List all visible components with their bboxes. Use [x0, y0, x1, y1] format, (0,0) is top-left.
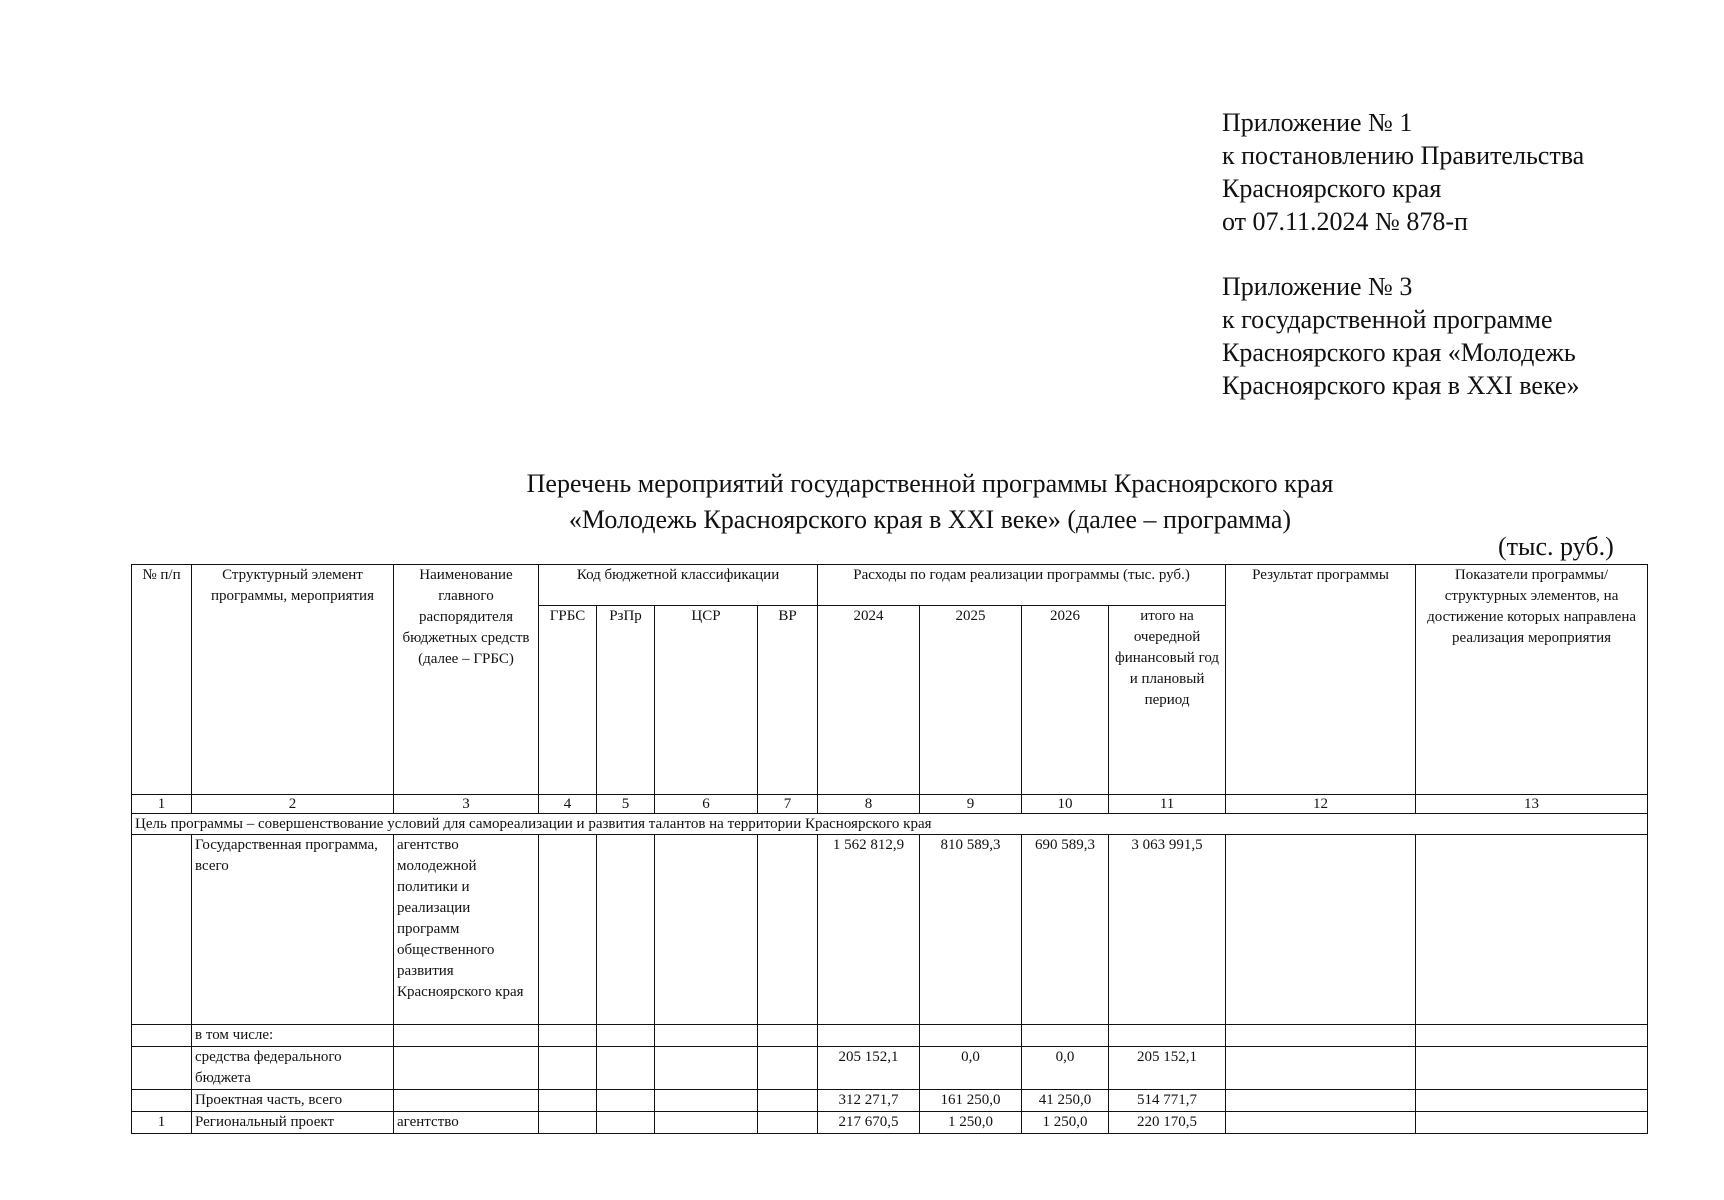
header-grbs: ГРБС — [539, 606, 597, 795]
header-year-2026: 2026 — [1022, 606, 1109, 795]
row-total: 514 771,7 — [1109, 1090, 1226, 1112]
header-expenses: Расходы по годам реализации программы (тыс. руб.) — [818, 565, 1226, 606]
row-vr — [758, 1112, 818, 1134]
table-row — [132, 1025, 1648, 1047]
row-2026 — [1022, 1025, 1109, 1047]
column-number: 10 — [1022, 795, 1109, 814]
table-row — [132, 835, 1648, 1025]
row-2026: 1 250,0 — [1022, 1112, 1109, 1134]
row-indicators — [1416, 1025, 1648, 1047]
row-result — [1226, 1025, 1416, 1047]
row-csr — [655, 835, 758, 1025]
row-num — [132, 1047, 192, 1090]
row-result — [1226, 835, 1416, 1025]
row-rzpr — [597, 1025, 655, 1047]
row-grbs — [539, 1112, 597, 1134]
row-grbs-name — [394, 1047, 539, 1090]
row-csr — [655, 1047, 758, 1090]
header-grbs-name: Наименование главного распорядителя бюджетных средств (далее – ГРБС) — [394, 565, 539, 795]
row-grbs-name — [394, 1090, 539, 1112]
column-number: 9 — [920, 795, 1022, 814]
row-num — [132, 1025, 192, 1047]
header-indicators: Показатели программы/ структурных элементов, на достижение которых направлена реализация мероприятия — [1416, 565, 1648, 795]
row-vr — [758, 1090, 818, 1112]
row-2024: 1 562 812,9 — [818, 835, 920, 1025]
appendix-1-block — [1222, 106, 1584, 238]
row-result — [1226, 1112, 1416, 1134]
row-rzpr — [597, 1090, 655, 1112]
appendix-3-block — [1222, 270, 1579, 402]
row-num — [132, 835, 192, 1025]
row-element: в том числе: — [192, 1025, 394, 1047]
header-year-2025: 2025 — [920, 606, 1022, 795]
header-row-1 — [132, 565, 1648, 606]
row-2025: 161 250,0 — [920, 1090, 1022, 1112]
header-element: Структурный элемент программы, мероприятия — [192, 565, 394, 795]
column-number: 8 — [818, 795, 920, 814]
row-result — [1226, 1047, 1416, 1090]
header-total: итого на очередной финансовый год и плановый период — [1109, 606, 1226, 795]
appendix-3-line: к государственной программе — [1222, 305, 1553, 334]
row-grbs — [539, 835, 597, 1025]
row-total: 205 152,1 — [1109, 1047, 1226, 1090]
row-grbs — [539, 1025, 597, 1047]
row-2024 — [818, 1025, 920, 1047]
row-vr — [758, 1025, 818, 1047]
row-result — [1226, 1090, 1416, 1112]
row-indicators — [1416, 1047, 1648, 1090]
row-total: 3 063 991,5 — [1109, 835, 1226, 1025]
appendix-1-line: Приложение № 1 — [1222, 108, 1413, 137]
header-num: № п/п — [132, 565, 192, 795]
table-row — [132, 1112, 1648, 1134]
row-indicators — [1416, 1090, 1648, 1112]
row-num: 1 — [132, 1112, 192, 1134]
row-element: Государственная программа, всего — [192, 835, 394, 1025]
column-number: 5 — [597, 795, 655, 814]
row-2026: 690 589,3 — [1022, 835, 1109, 1025]
row-2026: 41 250,0 — [1022, 1090, 1109, 1112]
header-rzpr: РзПр — [597, 606, 655, 795]
row-rzpr — [597, 1047, 655, 1090]
row-2025: 810 589,3 — [920, 835, 1022, 1025]
appendix-1-line: к постановлению Правительства — [1222, 141, 1585, 170]
document-title-line-2: «Молодежь Красноярского края в XXI веке» (далее – программа) — [568, 505, 1292, 534]
column-number: 13 — [1416, 795, 1648, 814]
column-number: 4 — [539, 795, 597, 814]
row-2024: 217 670,5 — [818, 1112, 920, 1134]
appendix-3-line: Красноярского края в XXI веке» — [1222, 371, 1580, 400]
row-grbs — [539, 1090, 597, 1112]
row-2026: 0,0 — [1022, 1047, 1109, 1090]
row-indicators — [1416, 835, 1648, 1025]
appendix-1-line: Красноярского края — [1222, 174, 1442, 203]
row-2025: 0,0 — [920, 1047, 1022, 1090]
row-element: Проектная часть, всего — [192, 1090, 394, 1112]
row-rzpr — [597, 1112, 655, 1134]
program-goal: Цель программы – совершенствование условий для самореализации и развития талантов на территории Красноярского края — [132, 814, 1648, 835]
row-num — [132, 1090, 192, 1112]
row-csr — [655, 1025, 758, 1047]
column-number: 2 — [192, 795, 394, 814]
column-number: 6 — [655, 795, 758, 814]
row-grbs-name: агентство молодежной политики и реализации программ общественного развития Красноярского края — [394, 835, 539, 1025]
header-budget-code: Код бюджетной классификации — [539, 565, 818, 606]
table-row — [132, 1090, 1648, 1112]
column-number: 3 — [394, 795, 539, 814]
row-2025: 1 250,0 — [920, 1112, 1022, 1134]
row-vr — [758, 835, 818, 1025]
row-rzpr — [597, 835, 655, 1025]
row-total — [1109, 1025, 1226, 1047]
column-number: 11 — [1109, 795, 1226, 814]
column-number: 7 — [758, 795, 818, 814]
row-element: Региональный проект — [192, 1112, 394, 1134]
row-2025 — [920, 1025, 1022, 1047]
header-vr: ВР — [758, 606, 818, 795]
row-2024: 205 152,1 — [818, 1047, 920, 1090]
row-vr — [758, 1047, 818, 1090]
row-csr — [655, 1090, 758, 1112]
header-result: Результат программы — [1226, 565, 1416, 795]
measures-table — [131, 564, 1648, 1134]
header-year-2024: 2024 — [818, 606, 920, 795]
row-grbs-name: агентство — [394, 1112, 539, 1134]
column-number: 1 — [132, 795, 192, 814]
appendix-3-line: Красноярского края «Молодежь — [1222, 338, 1576, 367]
row-total: 220 170,5 — [1109, 1112, 1226, 1134]
row-grbs — [539, 1047, 597, 1090]
table-row — [132, 1047, 1648, 1090]
goal-row — [132, 814, 1648, 835]
units-label: (тыс. руб.) — [1498, 532, 1614, 561]
row-2024: 312 271,7 — [818, 1090, 920, 1112]
document-title — [0, 466, 1724, 538]
column-number: 12 — [1226, 795, 1416, 814]
row-csr — [655, 1112, 758, 1134]
row-indicators — [1416, 1112, 1648, 1134]
row-element: средства федерального бюджета — [192, 1047, 394, 1090]
document-title-line-1: Перечень мероприятий государственной программы Красноярского края — [526, 469, 1334, 498]
header-csr: ЦСР — [655, 606, 758, 795]
appendix-1-line: от 07.11.2024 № 878-п — [1222, 207, 1468, 236]
column-numbers-row — [132, 795, 1648, 814]
row-grbs-name — [394, 1025, 539, 1047]
appendix-3-line: Приложение № 3 — [1222, 272, 1413, 301]
